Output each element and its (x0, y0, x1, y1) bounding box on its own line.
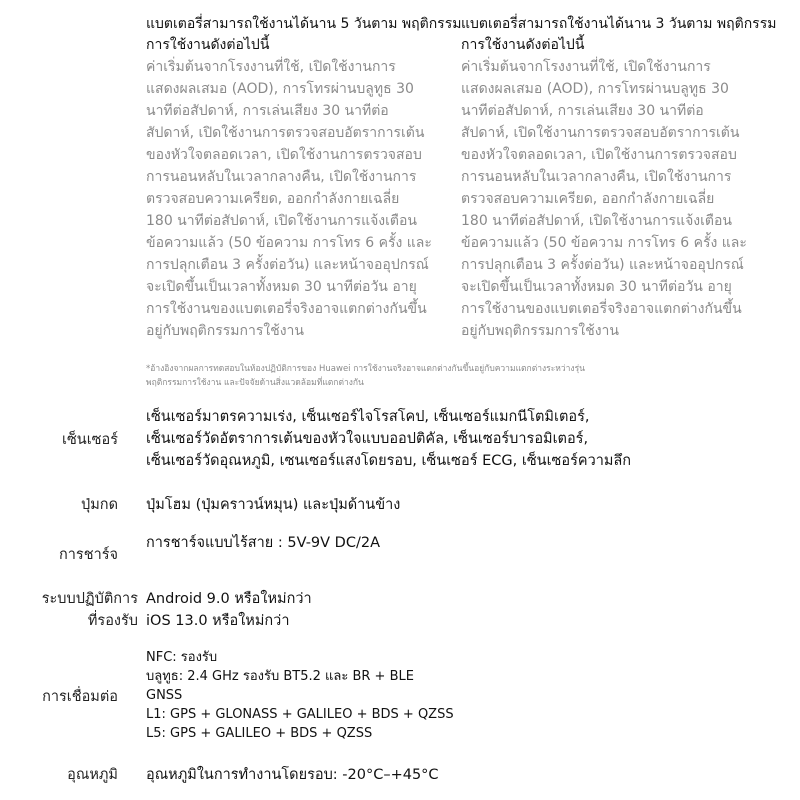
battery-line: จะเปิดขึ้นเป็นเวลาทั้งหมด 30 นาทีต่อวัน อายุ (461, 279, 732, 295)
spec-line: iOS 13.0 หรือใหม่กว่า (146, 613, 290, 629)
spec-row-connectivity (0, 648, 800, 748)
battery-line: นาทีต่อสัปดาห์, การเล่นเสียง 30 นาทีต่อ (461, 103, 704, 119)
spec-line: บลูทูธ: 2.4 GHz รองรับ BT5.2 และ BR + BLE (146, 669, 414, 684)
battery-line: ข้อความแล้ว (50 ข้อความ การโทร 6 ครั้ง และ (461, 235, 747, 251)
battery-line: การนอนหลับในเวลากลางคืน, เปิดใช้งานการ (461, 169, 732, 185)
footnote-line: *อ้างอิงจากผลการทดสอบในห้องปฏิบัติการของ Huawei การใช้งานจริงอาจแตกต่างกันขึ้นอยู่กับความแตกต่างระหว่างรุ่น (146, 364, 585, 374)
spec-line: อุณหภูมิในการทำงานโดยรอบ: -20°C–+45°C (146, 767, 439, 783)
battery-title: แบตเตอรี่สามารถใช้งานได้นาน 5 วันตาม พฤติกรรมการใช้งานดังต่อไปนี้ (146, 16, 462, 53)
battery-column-5-days (146, 14, 464, 342)
spec-line: เซ็นเซอร์วัดอุณหภูมิ, เซนเซอร์แสงโดยรอบ, เซ็นเซอร์ ECG, เซ็นเซอร์ความลึก (146, 453, 632, 469)
spec-label-temperature: อุณหภูมิ (67, 767, 118, 783)
spec-line: L1: GPS + GLONASS + GALILEO + BDS + QZSS (146, 707, 454, 722)
spec-label-buttons: ปุ่มกด (81, 497, 118, 513)
battery-line: การปลุกเตือน 3 ครั้งต่อวัน) และหน้าจออุปกรณ์ (146, 257, 429, 273)
spec-value-connectivity (146, 648, 786, 743)
spec-line: Android 9.0 หรือใหม่กว่า (146, 591, 312, 607)
spec-label-line: ระบบปฏิบัติการ (41, 591, 138, 607)
spec-row-os (0, 588, 800, 636)
battery-line: นาทีต่อสัปดาห์, การเล่นเสียง 30 นาทีต่อ (146, 103, 389, 119)
spec-label-os (0, 588, 138, 632)
spec-row-buttons (0, 494, 800, 518)
battery-line: การนอนหลับในเวลากลางคืน, เปิดใช้งานการ (146, 169, 417, 185)
spec-line: เซ็นเซอร์มาตรความเร่ง, เซ็นเซอร์ไจโรสโคป, เซ็นเซอร์แมกนีโตมิเตอร์, (146, 409, 590, 425)
spec-label-sensor: เซ็นเซอร์ (61, 432, 118, 448)
battery-line: 180 นาทีต่อสัปดาห์, เปิดใช้งานการแจ้งเตือน (146, 213, 417, 229)
battery-line: การใช้งานของแบตเตอรี่จริงอาจแตกต่างกันขึ้น (146, 301, 427, 317)
battery-description (461, 56, 779, 342)
spec-value-os (146, 588, 786, 632)
spec-line: L5: GPS + GALILEO + BDS + QZSS (146, 726, 373, 741)
spec-row-temperature (0, 764, 800, 788)
battery-line: 180 นาทีต่อสัปดาห์, เปิดใช้งานการแจ้งเตือน (461, 213, 732, 229)
spec-row-sensor (0, 404, 800, 476)
battery-line: การปลุกเตือน 3 ครั้งต่อวัน) และหน้าจออุปกรณ์ (461, 257, 744, 273)
spec-label-charging: การชาร์จ (59, 547, 118, 563)
battery-line: แสดงผลเสมอ (AOD), การโทรผ่านบลูทูธ 30 (461, 81, 729, 97)
battery-line: ของหัวใจตลอดเวลา, เปิดใช้งานการตรวจสอบ (461, 147, 737, 163)
battery-description (146, 56, 464, 342)
spec-line: NFC: รองรับ (146, 650, 218, 665)
battery-line: ของหัวใจตลอดเวลา, เปิดใช้งานการตรวจสอบ (146, 147, 422, 163)
spec-label-line: ที่รองรับ (87, 613, 138, 629)
battery-line: อยู่กับพฤติกรรมการใช้งาน (146, 323, 304, 339)
battery-line: อยู่กับพฤติกรรมการใช้งาน (461, 323, 619, 339)
battery-title: แบตเตอรี่สามารถใช้งานได้นาน 3 วันตาม พฤติกรรมการใช้งานดังต่อไปนี้ (461, 16, 777, 53)
battery-line: ตรวจสอบความเครียด, ออกกำลังกายเฉลี่ย (461, 191, 715, 207)
spec-line: เซ็นเซอร์วัดอัตราการเต้นของหัวใจแบบออปติคัล, เซ็นเซอร์บารอมิเตอร์, (146, 431, 589, 447)
spec-line: ปุ่มโฮม (ปุ่มคราวน์หมุน) และปุ่มด้านข้าง (146, 497, 401, 513)
battery-line: จะเปิดขึ้นเป็นเวลาทั้งหมด 30 นาทีต่อวัน อายุ (146, 279, 417, 295)
spec-line: การชาร์จแบบไร้สาย : 5V-9V DC/2A (146, 535, 381, 551)
battery-line: ตรวจสอบความเครียด, ออกกำลังกายเฉลี่ย (146, 191, 400, 207)
spec-line: GNSS (146, 688, 183, 703)
battery-line: ค่าเริ่มต้นจากโรงงานที่ใช้, เปิดใช้งานการ (146, 59, 396, 75)
spec-value-sensor (146, 406, 786, 472)
footnote-line: พฤติกรรมการใช้งาน และปัจจัยด้านสิ่งแวดล้อมที่แตกต่างกัน (146, 378, 364, 388)
battery-line: สัปดาห์, เปิดใช้งานการตรวจสอบอัตราการเต้น (461, 125, 740, 141)
spec-value-temperature (146, 764, 786, 786)
spec-value-charging (146, 532, 786, 554)
battery-line: ค่าเริ่มต้นจากโรงงานที่ใช้, เปิดใช้งานการ (461, 59, 711, 75)
battery-line: การใช้งานของแบตเตอรี่จริงอาจแตกต่างกันขึ้น (461, 301, 742, 317)
battery-line: ข้อความแล้ว (50 ข้อความ การโทร 6 ครั้ง และ (146, 235, 432, 251)
battery-footnote (146, 362, 766, 390)
spec-row-charging (0, 532, 800, 568)
battery-line: แสดงผลเสมอ (AOD), การโทรผ่านบลูทูธ 30 (146, 81, 414, 97)
spec-label-connectivity: การเชื่อมต่อ (42, 689, 118, 705)
battery-column-3-days (461, 14, 779, 342)
spec-value-buttons (146, 494, 786, 516)
battery-line: สัปดาห์, เปิดใช้งานการตรวจสอบอัตราการเต้น (146, 125, 425, 141)
